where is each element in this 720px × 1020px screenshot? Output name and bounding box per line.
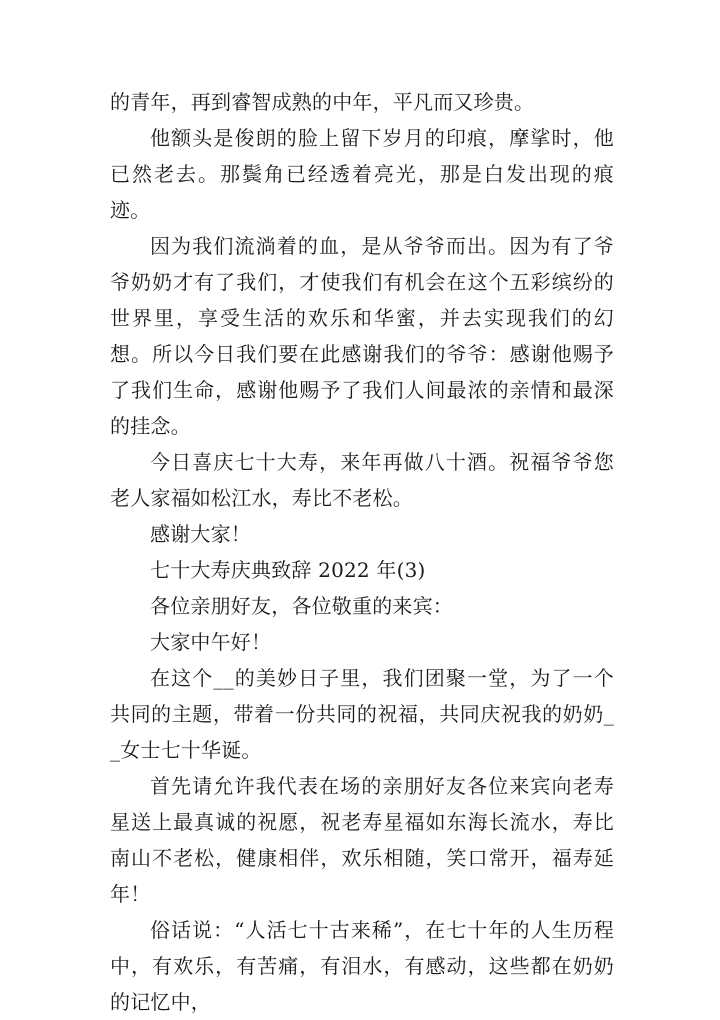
- paragraph-continuation: 的青年，再到睿智成熟的中年，平凡而又珍贵。: [110, 90, 535, 114]
- paragraph-thanks: 感谢大家！: [150, 522, 251, 546]
- paragraph-forehead: 他额头是俊朗的脸上留下岁月的印痕，摩挲时，他已然老去。那鬓角已经透着亮光，那是白发出现的痕迹。: [110, 126, 614, 222]
- paragraph-gratitude: 因为我们流淌着的血，是从爷爷而出。因为有了爷爷奶奶才有了我们，才使我们有机会在这个五彩缤纷的世界里，享受生活的欢乐和华蜜，并去实现我们的幻想。所以今日我们要在此感谢我们的爷爷：感谢他赐予了我们生命，感谢他赐予了我们人间最浓的亲情和最深的挂念。: [110, 234, 614, 438]
- document-body: [110, 84, 614, 1020]
- paragraph-wishes: 首先请允许我代表在场的亲朋好友各位来宾向老寿星送上最真诚的祝愿，祝老寿星福如东海长流水，寿比南山不老松，健康相伴，欢乐相随，笑口常开，福寿延年！: [110, 774, 614, 906]
- paragraph-gathering: 在这个__的美妙日子里，我们团聚一堂，为了一个共同的主题，带着一份共同的祝福，共同庆祝我的奶奶__女士七十华诞。: [110, 666, 614, 762]
- paragraph-blessing: 今日喜庆七十大寿，来年再做八十酒。祝福爷爷您老人家福如松江水，寿比不老松。: [110, 450, 614, 510]
- paragraph-proverb: 俗话说：“人活七十古来稀”，在七十年的人生历程中，有欢乐，有苦痛，有泪水，有感动，这些都在奶奶的记忆中，: [110, 918, 614, 1014]
- paragraph-greeting: 大家中午好！: [150, 630, 272, 654]
- paragraph-salutation: 各位亲朋好友，各位敬重的来宾：: [150, 594, 453, 618]
- section-heading: 七十大寿庆典致辞 2022 年(3): [150, 558, 426, 582]
